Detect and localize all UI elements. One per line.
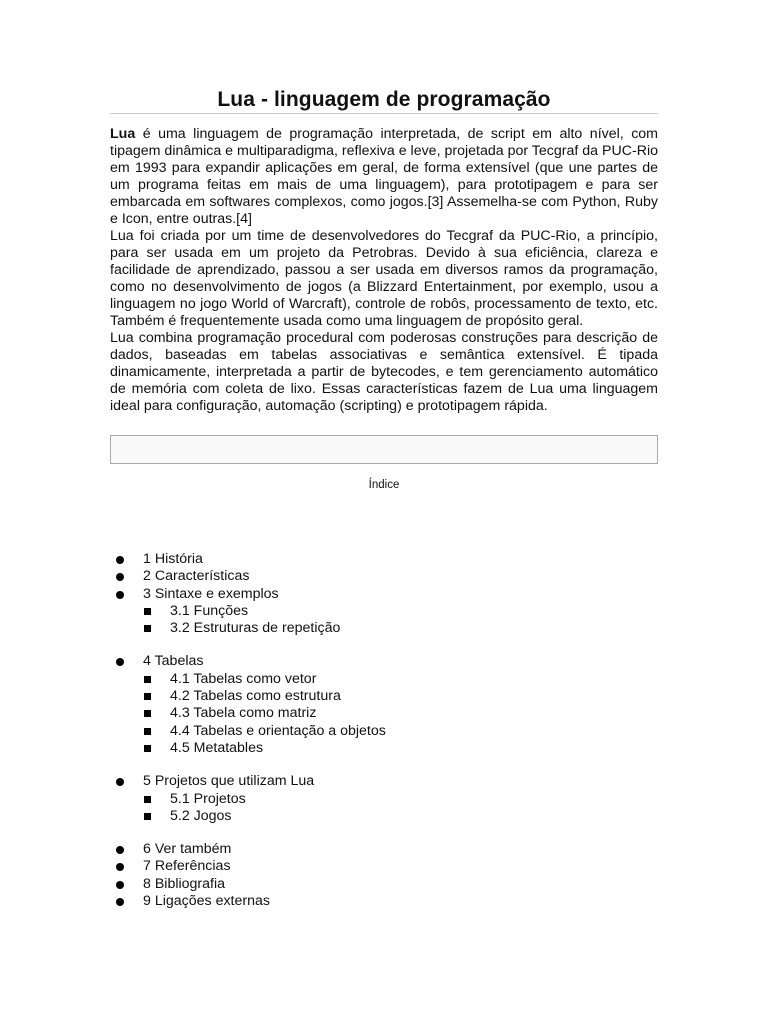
paragraph-lead-term: Lua [110, 126, 136, 142]
square-bullet-icon [144, 710, 151, 717]
round-bullet-icon [116, 658, 124, 666]
toc-subitem[interactable] [0, 603, 768, 620]
round-bullet-icon [116, 846, 124, 854]
toc-item[interactable] [0, 586, 768, 603]
toc-title: Índice [368, 479, 400, 491]
title-divider [110, 113, 658, 114]
toc-item[interactable] [0, 551, 768, 568]
toc-item-label: 1 História [143, 551, 203, 567]
toc-item-label: 3.1 Funções [170, 602, 249, 619]
toc-item-label: 4.3 Tabela como matriz [170, 705, 317, 722]
toc-item[interactable] [0, 841, 768, 858]
toc-subitem[interactable] [0, 791, 768, 808]
toc-item[interactable] [0, 858, 768, 875]
toc-item-label: 6 Ver também [143, 841, 232, 858]
toc-subitem[interactable] [0, 723, 768, 740]
round-bullet-icon [116, 778, 124, 786]
square-bullet-icon [144, 625, 151, 632]
toc-item-label: 4.5 Metatables [170, 739, 264, 756]
round-bullet-icon [116, 863, 124, 871]
paragraph-history: Lua foi criada por um time de desenvolvedores do Tecgraf da PUC-Rio, a princípio, para ser usada em um projeto da Petrobras. Devido à sua eficiência, clareza e facilidade de aprendizado, passou a ser usada em diversos ramos da programação, como no desenvolvimento de jogos (a Blizzard Entertainment, por exemplo, usou a linguagem no jogo World of Warcraft), controle de robôs, processamento de texto, etc. Também é frequentemente usada como uma linguagem de propósito geral. [110, 228, 658, 329]
toc-item-label: 2 Características [143, 568, 250, 585]
toc-section-group [0, 841, 768, 910]
paragraph-intro-text: é uma linguagem de programação interpretada, de script em alto nível, com tipagem dinâmica e multiparadigma, reflexiva e leve, projetada por Tecgraf da PUC-Rio em 1993 para expandir aplicações em geral, de forma extensível (que une partes de um programa feitas em mais de uma linguagem), para prototipagem e para ser embarcada em softwares complexos, como jogos.[3] Assemelha-se com Python, Ruby e Icon, entre outras.[4] [110, 126, 658, 227]
toc-item-label: 7 Referências [143, 858, 231, 875]
paragraph-features: Lua combina programação procedural com poderosas construções para descrição de dados, baseadas em tabelas associativas e semântica extensível. É tipada dinamicamente, interpretada a partir de bytecodes, e tem gerenciamento automático de memória com coleta de lixo. Essas características fazem de Lua uma linguagem ideal para configuração, automação (scripting) e prototipagem rápida. [110, 330, 658, 414]
toc-item-label: 4.1 Tabelas como vetor [170, 670, 317, 687]
toc-item-label: 4 Tabelas [143, 653, 204, 670]
toc-item-label: 5 Projetos que utilizam Lua [143, 773, 315, 790]
toc-subitem[interactable] [0, 688, 768, 705]
toc-item-label: 8 Bibliografia [143, 875, 226, 892]
round-bullet-icon [116, 881, 124, 889]
toc-section-group [0, 653, 768, 757]
toc-item[interactable] [0, 893, 768, 910]
toc-item-label: 5.1 Projetos [170, 790, 246, 807]
toc-subitem[interactable] [0, 705, 768, 722]
round-bullet-icon [116, 556, 124, 564]
round-bullet-icon [116, 573, 124, 581]
square-bullet-icon [144, 676, 151, 683]
document-page [110, 0, 658, 492]
square-bullet-icon [144, 745, 151, 752]
square-bullet-icon [144, 796, 151, 803]
round-bullet-icon [116, 898, 124, 906]
square-bullet-icon [144, 728, 151, 735]
toc-item[interactable] [0, 876, 768, 893]
toc-item[interactable] [0, 568, 768, 585]
square-bullet-icon [144, 608, 151, 615]
toc-item[interactable] [0, 653, 768, 670]
toc-subitem[interactable] [0, 620, 768, 637]
toc-item-label: 3 Sintaxe e exemplos [143, 585, 279, 602]
toc-header-box [110, 435, 658, 464]
round-bullet-icon [116, 591, 124, 599]
toc-item-label: 9 Ligações externas [143, 893, 270, 910]
toc-subitem[interactable] [0, 740, 768, 757]
toc-item-label: 5.2 Jogos [170, 807, 232, 824]
toc-item-label: 4.2 Tabelas como estrutura [170, 688, 341, 705]
toc-subitem[interactable] [0, 808, 768, 825]
toc-item[interactable] [0, 773, 768, 790]
square-bullet-icon [144, 693, 151, 700]
square-bullet-icon [144, 813, 151, 820]
toc-subitem[interactable] [0, 671, 768, 688]
table-of-contents [0, 551, 768, 926]
toc-section-group [0, 773, 768, 825]
toc-item-label: 4.4 Tabelas e orientação a objetos [170, 722, 386, 739]
page-title: Lua - linguagem de programação [217, 88, 551, 111]
toc-section-group [0, 551, 768, 637]
toc-item-label: 3.2 Estruturas de repetição [170, 620, 341, 637]
paragraph-intro [110, 126, 658, 228]
